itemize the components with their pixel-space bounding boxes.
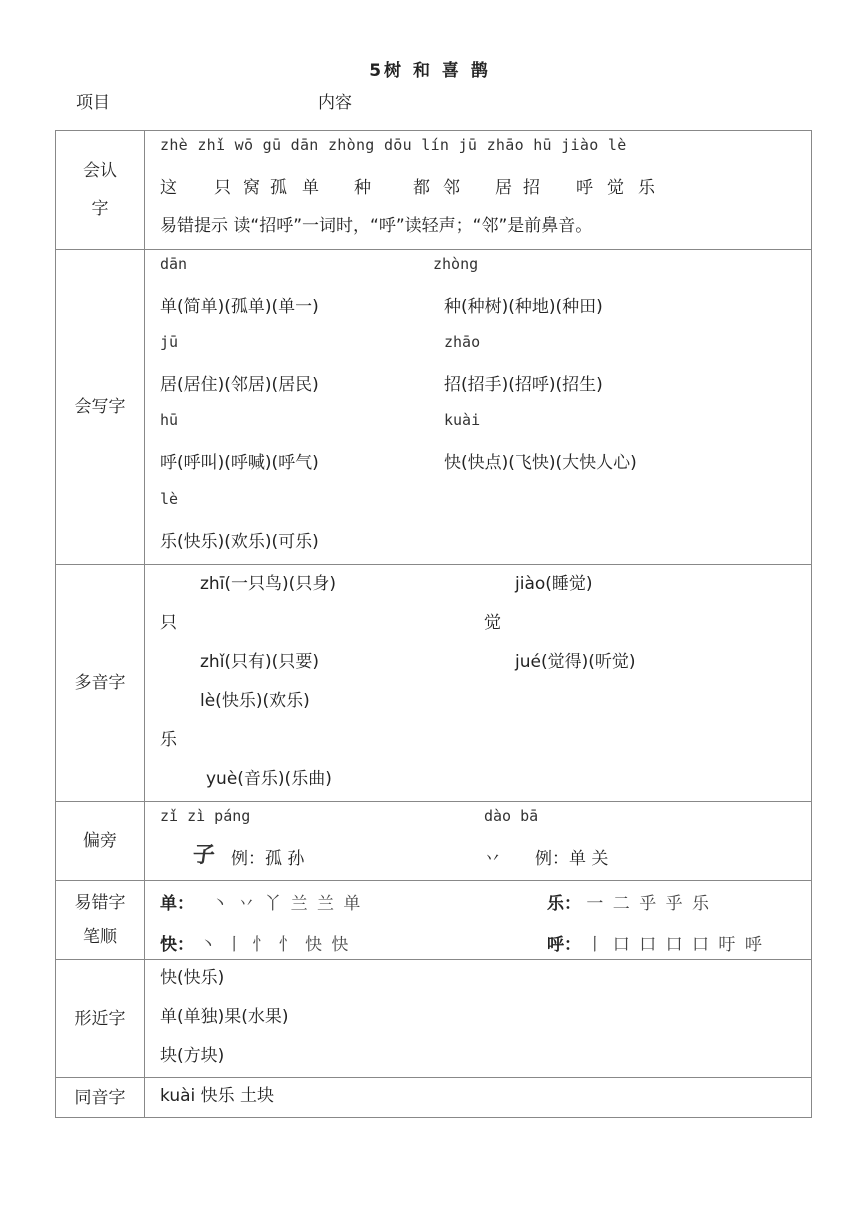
word-group: 快(快点)(飞快)(大快人心) bbox=[444, 453, 637, 473]
renzi-char: 招 bbox=[523, 178, 540, 198]
duoyin-cell bbox=[145, 565, 812, 802]
stroke-order-dan: 单： 丶 丷 丫 兰 兰 单 bbox=[160, 894, 363, 914]
word-group: 乐(快乐)(欢乐)(可乐) bbox=[160, 532, 319, 552]
reading: jiào(睡觉) bbox=[515, 574, 593, 594]
tongyin-cell bbox=[145, 1078, 812, 1118]
table-row-xiezi bbox=[56, 250, 812, 565]
similar-char-line: 快(快乐) bbox=[160, 968, 225, 988]
reading: zhī(一只鸟)(只身) bbox=[200, 574, 336, 594]
table-row-tongyin bbox=[56, 1078, 812, 1118]
xiezi-cell bbox=[145, 250, 812, 565]
word-group: 呼(呼叫)(呼喊)(呼气) bbox=[160, 453, 319, 473]
row-label-xingjin: 形近字 bbox=[56, 960, 145, 1078]
renzi-char: 居 bbox=[495, 178, 512, 198]
row-label-bishun: 易错字 笔顺 bbox=[56, 881, 145, 960]
row-label-xiezi: 会写字 bbox=[56, 250, 145, 565]
polyphone-char: 乐 bbox=[160, 730, 177, 750]
polyphone-char: 只 bbox=[160, 613, 177, 633]
renzi-char: 呼 bbox=[576, 178, 593, 198]
renzi-char: 窝 bbox=[243, 178, 260, 198]
pinyin-label: lè bbox=[160, 490, 179, 508]
pianpang-cell bbox=[145, 802, 812, 881]
renzi-char: 孤 bbox=[270, 178, 287, 198]
pinyin-label: dān bbox=[160, 255, 188, 273]
content-table bbox=[55, 130, 812, 1118]
reading: zhǐ(只有)(只要) bbox=[200, 652, 319, 672]
radical-pinyin: zǐ zì páng bbox=[160, 807, 251, 825]
row-label-duoyin: 多音字 bbox=[56, 565, 145, 802]
row-label-pianpang: 偏旁 bbox=[56, 802, 145, 881]
renzi-char: 单 bbox=[302, 178, 319, 198]
renzi-char: 这 bbox=[160, 178, 177, 198]
similar-char-line: 块(方块) bbox=[160, 1046, 225, 1066]
radical-example: 例：孤 孙 bbox=[231, 849, 305, 869]
homophone-line: kuài 快乐 土块 bbox=[160, 1086, 275, 1106]
renzi-chars bbox=[145, 173, 811, 197]
row-label-tongyin: 同音字 bbox=[56, 1078, 145, 1118]
renzi-char: 种 bbox=[354, 178, 371, 198]
reading: lè(快乐)(欢乐) bbox=[200, 691, 310, 711]
similar-char-line: 单(单独)果(水果) bbox=[160, 1007, 289, 1027]
pinyin-label: kuài bbox=[444, 411, 481, 429]
zi-radical-icon: 子 bbox=[190, 843, 217, 868]
table-row-renzi bbox=[56, 131, 812, 250]
pinyin-label: hū bbox=[160, 411, 179, 429]
word-group: 居(居住)(邻居)(居民) bbox=[160, 375, 319, 395]
radical-pinyin: dào bā bbox=[484, 807, 539, 825]
renzi-cell bbox=[145, 131, 812, 250]
table-row-duoyin bbox=[56, 565, 812, 802]
word-group: 单(简单)(孤单)(单一) bbox=[160, 297, 319, 317]
renzi-char: 觉 bbox=[607, 178, 624, 198]
stroke-order-hu: 呼： 丨 口 口 口 口 吁 呼 bbox=[547, 935, 764, 955]
reading: jué(觉得)(听觉) bbox=[515, 652, 636, 672]
ba-radical-icon: 丷 bbox=[484, 849, 501, 869]
renzi-pinyin: zhè zhǐ wō gū dān zhòng dōu lín jū zhāo hū jiào lè bbox=[160, 136, 627, 154]
bishun-cell bbox=[145, 881, 812, 960]
renzi-char: 乐 bbox=[638, 178, 655, 198]
renzi-tip: 易错提示 读“招呼”一词时，“呼”读轻声；“邻”是前鼻音。 bbox=[160, 216, 593, 236]
word-group: 招(招手)(招呼)(招生) bbox=[444, 375, 603, 395]
renzi-char: 都 bbox=[413, 178, 430, 198]
header-item-label: 项目 bbox=[76, 93, 110, 113]
pinyin-label: jū bbox=[160, 333, 179, 351]
renzi-char: 只 bbox=[214, 178, 231, 198]
radical-example: 例：单 关 bbox=[535, 849, 609, 869]
page-title: 5树 和 喜 鹊 bbox=[369, 61, 491, 81]
polyphone-char: 觉 bbox=[484, 613, 501, 633]
pinyin-label: zhòng bbox=[433, 255, 479, 273]
stroke-order-kuai: 快： 丶 丨 忄 忄 快 快 bbox=[160, 935, 351, 955]
row-label-renzi: 会认字 bbox=[56, 131, 145, 250]
renzi-char: 邻 bbox=[443, 178, 460, 198]
xingjin-cell bbox=[145, 960, 812, 1078]
pinyin-label: zhāo bbox=[444, 333, 481, 351]
table-row-xingjin bbox=[56, 960, 812, 1078]
header-content-label: 内容 bbox=[318, 93, 352, 113]
reading: yuè(音乐)(乐曲) bbox=[206, 769, 332, 789]
stroke-order-le: 乐： 一 二 乎 乎 乐 bbox=[547, 894, 712, 914]
table-row-bishun bbox=[56, 881, 812, 960]
table-row-pianpang bbox=[56, 802, 812, 881]
word-group: 种(种树)(种地)(种田) bbox=[444, 297, 603, 317]
